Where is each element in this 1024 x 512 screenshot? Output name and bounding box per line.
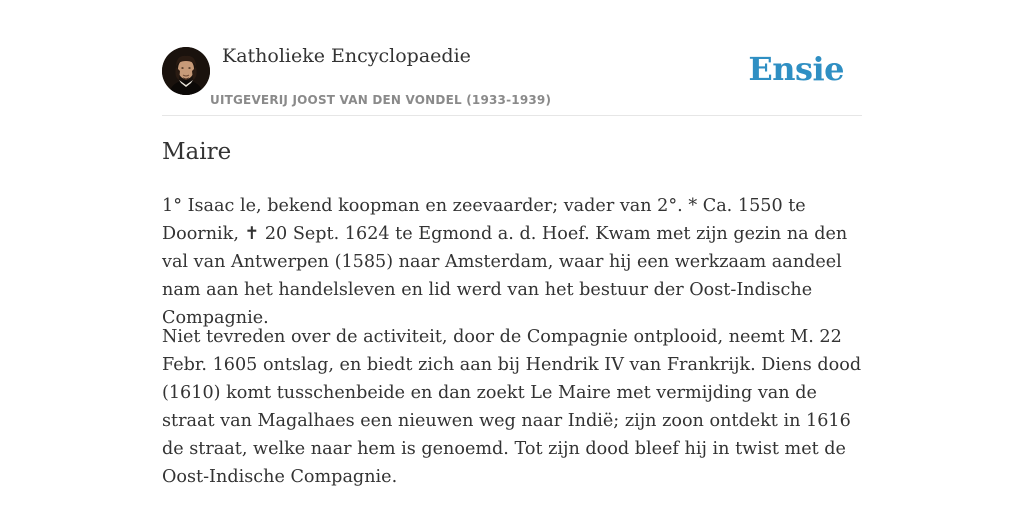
entry-paragraph: 1° Isaac le, bekend koopman en zeevaarder; vader van 2°. * Ca. 1550 te Doornik, ✝ 20 Sept. 1624 te Egmond a. d. Hoef. Kwam met zijn gezin na den val van Antwerpen (1585) naar Amsterdam, waar hij een werkzaam aandeel nam aan het handelsleven en lid werd van het bestuur der Oost-Indische Compagnie. [162,196,848,328]
avatar[interactable] [162,47,210,95]
site-header [162,0,862,116]
entry-title: Maire [162,139,232,165]
brand-logo[interactable]: Ensie [748,50,844,88]
portrait-icon [162,47,210,95]
entry-paragraph: Niet tevreden over de activiteit, door de Compagnie ontplooid, neemt M. 22 Febr. 1605 ontslag, en biedt zich aan bij Hendrik IV van Frankrijk. Diens dood (1610) komt tusschenbeide en dan zoekt Le Maire met vermijding van de straat van Magalhaes een nieuwen weg naar Indië; zijn zoon ontdekt in 1616 de straat, welke naar hem is genoemd. Tot zijn dood bleef hij in twist met de Oost-Indische Compagnie. [162,327,862,487]
page [162,0,862,512]
site-name[interactable]: Katholieke Encyclopaedie [222,45,471,67]
publisher-label: UITGEVERIJ JOOST VAN DEN VONDEL (1933-1939) [210,93,552,107]
